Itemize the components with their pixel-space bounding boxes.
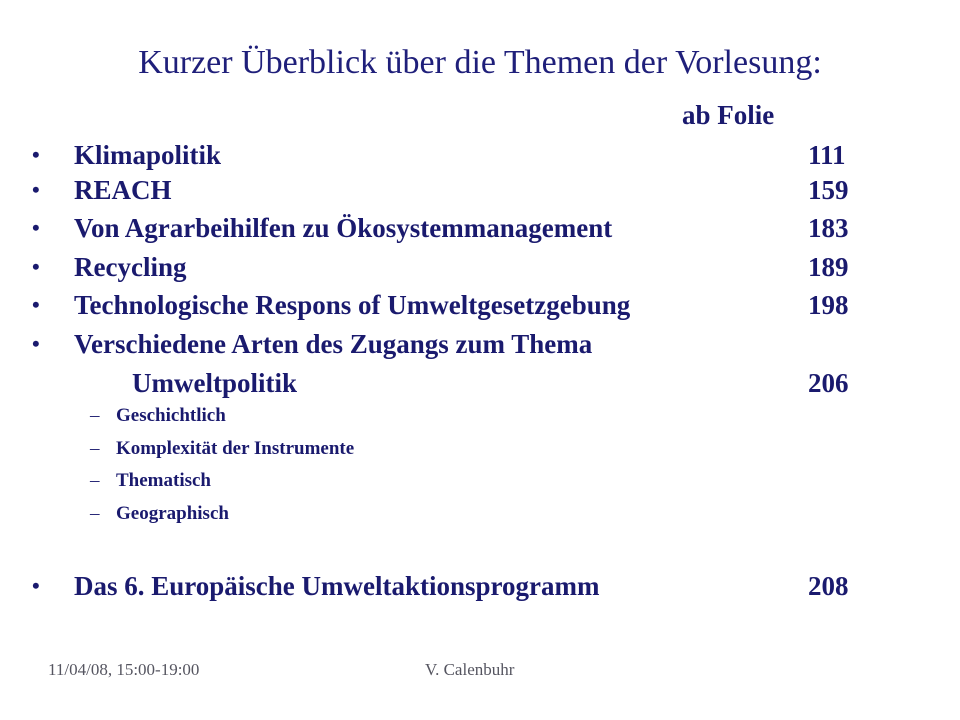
footer-date-time: 11/04/08, 15:00-19:00 xyxy=(48,660,200,679)
topic-slide-number: 208 xyxy=(808,571,849,601)
bullet-icon: • xyxy=(32,292,40,317)
topic-label: Technologische Respons of Umweltgesetzgebung xyxy=(74,290,631,320)
bullet-icon: • xyxy=(32,254,40,279)
topic-label: Von Agrarbeihilfen zu Ökosystemmanagement xyxy=(74,213,613,243)
topic-label: Klimapolitik xyxy=(74,140,222,170)
topic-label: Recycling xyxy=(74,252,187,282)
bullet-icon: • xyxy=(32,177,40,202)
subtopic-label: Thematisch xyxy=(116,470,211,491)
dash-icon: – xyxy=(90,405,100,426)
subtopic-item-geschichtlich xyxy=(0,401,960,431)
bullet-icon: • xyxy=(32,142,40,167)
topic-label: Verschiedene Arten des Zugangs zum Thema xyxy=(74,329,593,359)
subtopic-label: Geschichtlich xyxy=(116,405,226,426)
topic-item-umweltaktionsprogramm xyxy=(0,567,960,605)
topic-item-klimapolitik xyxy=(0,136,960,174)
topic-item-zugangsarten xyxy=(0,325,960,363)
topic-item-recycling xyxy=(0,248,960,286)
slide-title: Kurzer Überblick über die Themen der Vorlesung: xyxy=(138,44,822,81)
subtopic-item-komplexitaet xyxy=(0,434,960,464)
footer-author: V. Calenbuhr xyxy=(425,660,515,679)
topic-slide-number: 159 xyxy=(808,175,849,205)
dash-icon: – xyxy=(90,470,100,491)
topic-slide-number: 111 xyxy=(808,140,846,170)
topic-slide-number: 206 xyxy=(808,368,849,398)
subtopic-item-thematisch xyxy=(0,466,960,496)
dash-icon: – xyxy=(90,503,100,524)
column-header-ab-folie: ab Folie xyxy=(682,100,775,130)
topic-slide-number: 198 xyxy=(808,290,849,320)
topic-item-reach xyxy=(0,171,960,209)
topic-label: Das 6. Europäische Umweltaktionsprogramm xyxy=(74,571,600,601)
topic-label: REACH xyxy=(74,175,172,205)
bullet-icon: • xyxy=(32,573,40,598)
subtopic-label: Komplexität der Instrumente xyxy=(116,438,355,459)
topic-item-technologische-respons xyxy=(0,286,960,324)
topic-label-continuation: Umweltpolitik xyxy=(132,368,297,398)
dash-icon: – xyxy=(90,438,100,459)
bullet-icon: • xyxy=(32,215,40,240)
topic-item-agrarbeihilfen xyxy=(0,209,960,247)
subtopic-item-geographisch xyxy=(0,499,960,529)
topic-item-zugangsarten-continuation xyxy=(0,364,960,402)
topic-slide-number: 189 xyxy=(808,252,849,282)
subtopic-label: Geographisch xyxy=(116,503,229,524)
bullet-icon: • xyxy=(32,331,40,356)
topic-slide-number: 183 xyxy=(808,213,849,243)
